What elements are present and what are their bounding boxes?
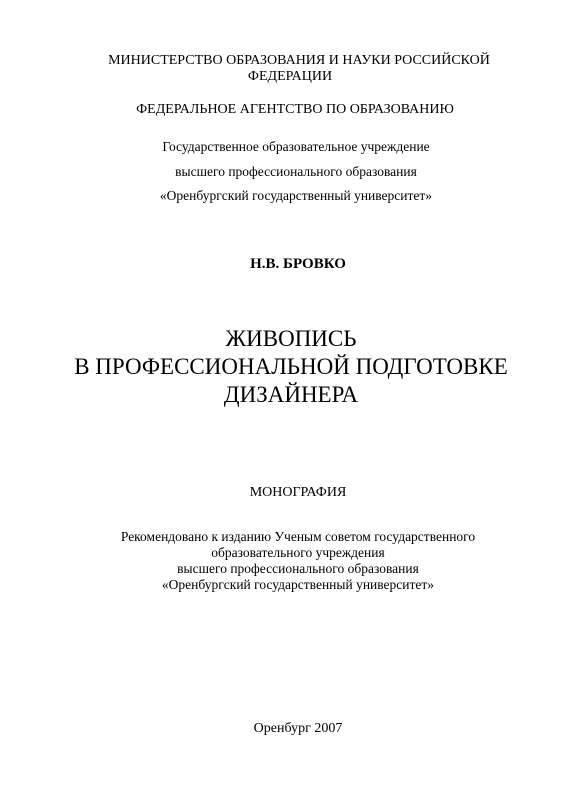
recommendation-line-1: Рекомендовано к изданию Ученым советом государственного	[120, 529, 476, 544]
institution-line-3: «Оренбургский государственный университет»	[159, 188, 433, 203]
title-line-3: ДИЗАЙНЕРА	[223, 382, 359, 407]
recommendation-line-2: образовательного учреждения	[211, 545, 385, 560]
recommendation-line-4: «Оренбургский государственный университет»	[161, 577, 435, 592]
institution-line-1: Государственное образовательное учреждение	[162, 139, 430, 154]
ministry-line-2: ФЕДЕРАЦИИ	[247, 69, 333, 84]
ministry-line-1: МИНИСТЕРСТВО ОБРАЗОВАНИЯ И НАУКИ РОССИЙСКОЙ	[108, 53, 490, 68]
genre-label: МОНОГРАФИЯ	[249, 485, 347, 500]
institution-line-2: высшего профессионального образования	[175, 164, 417, 179]
agency-line: ФЕДЕРАЛЬНОЕ АГЕНТСТВО ПО ОБРАЗОВАНИЮ	[136, 102, 454, 117]
author-name: Н.В. БРОВКО	[250, 256, 346, 272]
imprint-city-year: Оренбург 2007	[253, 721, 343, 736]
title-line-1: ЖИВОПИСЬ	[225, 326, 357, 351]
title-line-2: В ПРОФЕССИОНАЛЬНОЙ ПОДГОТОВКЕ	[74, 354, 508, 379]
recommendation-line-3: высшего профессионального образования	[177, 561, 419, 576]
